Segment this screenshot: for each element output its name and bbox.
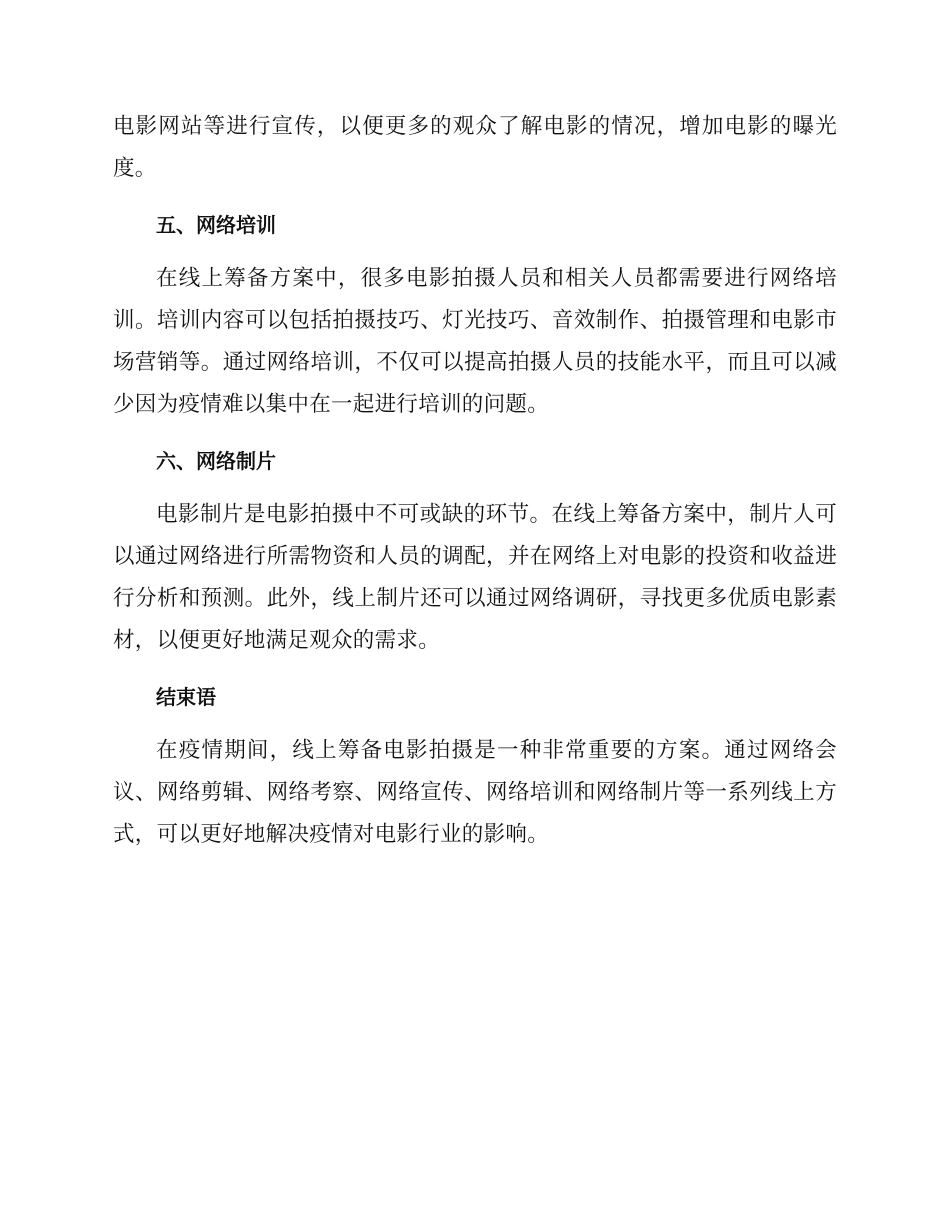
section-heading-online-training: 五、网络培训 [156,213,276,237]
section-body-conclusion: 在疫情期间，线上筹备电影拍摄是一种非常重要的方案。通过网络会议、网络剪辑、网络考察、网络宣传、网络培训和网络制片等一系列线上方式，可以更好地解决疫情对电影行业的影响。 [113,738,837,847]
section-heading-conclusion: 结束语 [156,685,216,709]
section-body-online-training: 在线上筹备方案中，很多电影拍摄人员和相关人员都需要进行网络培训。培训内容可以包括拍摄技巧、灯光技巧、音效制作、拍摄管理和电影市场营销等。通过网络培训，不仅可以提高拍摄人员的技能水平，而且可以减少因为疫情难以集中在一起进行培训的问题。 [113,266,837,417]
section-body-online-production: 电影制片是电影拍摄中不可或缺的环节。在线上筹备方案中，制片人可以通过网络进行所需物资和人员的调配，并在网络上对电影的投资和收益进行分析和预测。此外，线上制片还可以通过网络调研，寻找更多优质电影素材，以便更好地满足观众的需求。 [113,502,837,653]
continuation-paragraph: 电影网站等进行宣传，以便更多的观众了解电影的情况，增加电影的曝光度。 [113,114,837,181]
document-page [113,106,837,856]
section-heading-online-production: 六、网络制片 [156,449,276,473]
